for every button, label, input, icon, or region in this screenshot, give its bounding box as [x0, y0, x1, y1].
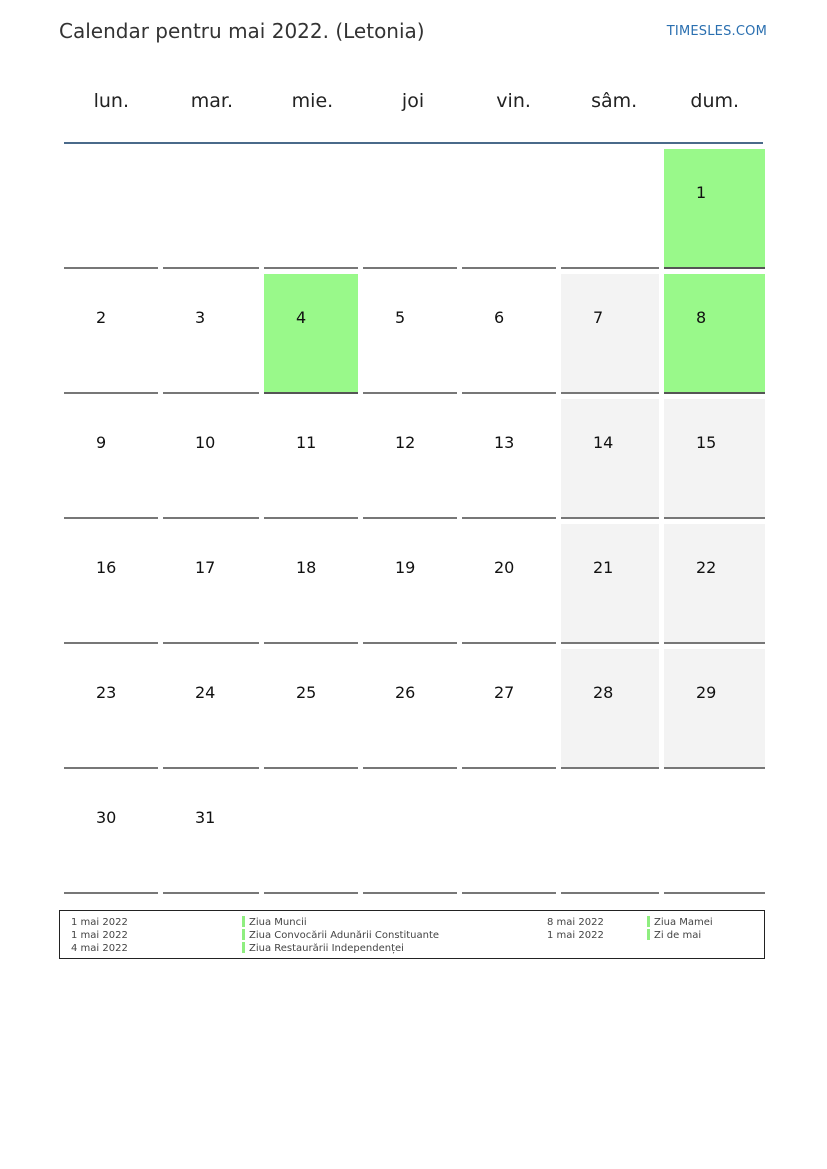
day-number: 30 — [96, 808, 117, 827]
calendar-day-cell[interactable] — [664, 274, 765, 394]
legend-item — [647, 916, 713, 929]
calendar-day-cell[interactable] — [64, 524, 158, 644]
weekday-label: joi — [401, 90, 425, 112]
day-number: 25 — [296, 683, 317, 702]
day-number: 6 — [494, 308, 505, 327]
header-divider — [64, 142, 763, 144]
calendar-grid — [64, 149, 763, 894]
calendar-day-cell[interactable] — [664, 149, 765, 269]
legend-item — [242, 916, 439, 929]
calendar-empty-cell — [64, 149, 158, 269]
calendar-empty-cell — [561, 774, 659, 894]
calendar-empty-cell — [462, 774, 556, 894]
calendar-day-cell[interactable] — [363, 649, 457, 769]
calendar-day-cell[interactable] — [163, 774, 259, 894]
calendar-day-cell[interactable] — [462, 399, 556, 519]
calendar-day-cell[interactable] — [462, 274, 556, 394]
legend-date: 8 mai 2022 — [547, 917, 604, 928]
day-number: 20 — [494, 558, 515, 577]
legend-name: Ziua Mamei — [654, 917, 713, 928]
calendar-day-cell[interactable] — [462, 649, 556, 769]
calendar-day-cell[interactable] — [561, 399, 659, 519]
brand-link[interactable]: TIMESLES.COM — [666, 24, 767, 39]
day-number: 7 — [593, 308, 604, 327]
holiday-color-swatch — [647, 929, 650, 940]
calendar-day-cell[interactable] — [64, 399, 158, 519]
holiday-color-swatch — [242, 916, 245, 927]
legend-dates-right — [547, 916, 604, 942]
legend-names-right — [647, 916, 713, 942]
holiday-color-swatch — [242, 929, 245, 940]
calendar-day-cell[interactable] — [363, 524, 457, 644]
calendar-day-cell[interactable] — [64, 649, 158, 769]
calendar-day-cell[interactable] — [664, 399, 765, 519]
day-number: 12 — [395, 433, 416, 452]
weekday-label: vin. — [496, 90, 531, 112]
calendar-day-cell[interactable] — [462, 524, 556, 644]
day-number: 11 — [296, 433, 317, 452]
calendar-day-cell[interactable] — [163, 399, 259, 519]
calendar-day-cell[interactable] — [363, 274, 457, 394]
legend-item — [242, 942, 439, 955]
legend-name: Ziua Convocării Adunării Constituante — [249, 930, 440, 941]
calendar-day-cell[interactable] — [163, 524, 259, 644]
calendar-day-cell[interactable] — [664, 524, 765, 644]
day-number: 28 — [593, 683, 614, 702]
calendar-empty-cell — [363, 774, 457, 894]
holiday-color-swatch — [647, 916, 650, 927]
legend-date: 1 mai 2022 — [71, 917, 128, 928]
calendar-day-cell[interactable] — [561, 524, 659, 644]
calendar-day-cell[interactable] — [264, 524, 358, 644]
day-number: 31 — [195, 808, 216, 827]
legend-date: 1 mai 2022 — [547, 930, 604, 941]
calendar-day-cell[interactable] — [163, 274, 259, 394]
calendar-day-cell[interactable] — [561, 274, 659, 394]
legend-name: Zi de mai — [654, 930, 702, 941]
weekday-label: mar. — [190, 90, 233, 112]
calendar-empty-cell — [264, 774, 358, 894]
day-number: 23 — [96, 683, 117, 702]
weekday-label: sâm. — [591, 90, 638, 112]
day-number: 5 — [395, 308, 406, 327]
day-number: 18 — [296, 558, 317, 577]
calendar-day-cell[interactable] — [64, 274, 158, 394]
calendar-day-cell[interactable] — [363, 399, 457, 519]
day-number: 13 — [494, 433, 515, 452]
day-number: 22 — [696, 558, 717, 577]
calendar-empty-cell — [163, 149, 259, 269]
legend-date: 4 mai 2022 — [71, 943, 128, 954]
day-number: 15 — [696, 433, 717, 452]
day-number: 26 — [395, 683, 416, 702]
day-number: 1 — [696, 183, 707, 202]
calendar-day-cell[interactable] — [264, 274, 358, 394]
calendar-empty-cell — [664, 774, 765, 894]
day-number: 8 — [696, 308, 707, 327]
holiday-legend — [59, 910, 765, 959]
day-number: 19 — [395, 558, 416, 577]
day-number: 27 — [494, 683, 515, 702]
legend-item — [647, 929, 713, 942]
day-number: 2 — [96, 308, 107, 327]
legend-name: Ziua Muncii — [249, 917, 307, 928]
calendar-empty-cell — [462, 149, 556, 269]
calendar-day-cell[interactable] — [264, 399, 358, 519]
calendar-day-cell[interactable] — [264, 649, 358, 769]
legend-dates-left — [71, 916, 128, 955]
calendar-empty-cell — [561, 149, 659, 269]
day-number: 3 — [195, 308, 206, 327]
day-number: 16 — [96, 558, 117, 577]
calendar-day-cell[interactable] — [64, 774, 158, 894]
day-number: 29 — [696, 683, 717, 702]
weekday-label: lun. — [93, 90, 129, 112]
legend-date: 1 mai 2022 — [71, 930, 128, 941]
day-number: 10 — [195, 433, 216, 452]
calendar-day-cell[interactable] — [163, 649, 259, 769]
legend-name: Ziua Restaurării Independenței — [249, 943, 404, 954]
calendar-empty-cell — [264, 149, 358, 269]
day-number: 24 — [195, 683, 216, 702]
day-number: 17 — [195, 558, 216, 577]
day-number: 14 — [593, 433, 614, 452]
calendar-empty-cell — [363, 149, 457, 269]
day-number: 21 — [593, 558, 614, 577]
day-number: 9 — [96, 433, 107, 452]
page-title: Calendar pentru mai 2022. (Letonia) — [59, 19, 425, 43]
weekday-label: dum. — [690, 90, 740, 112]
legend-item — [242, 929, 439, 942]
weekday-header — [61, 90, 765, 120]
calendar-day-cell[interactable] — [561, 649, 659, 769]
holiday-color-swatch — [242, 942, 245, 953]
calendar-day-cell[interactable] — [664, 649, 765, 769]
day-number: 4 — [296, 308, 307, 327]
weekday-label: mie. — [291, 90, 334, 112]
legend-names-left — [242, 916, 439, 955]
